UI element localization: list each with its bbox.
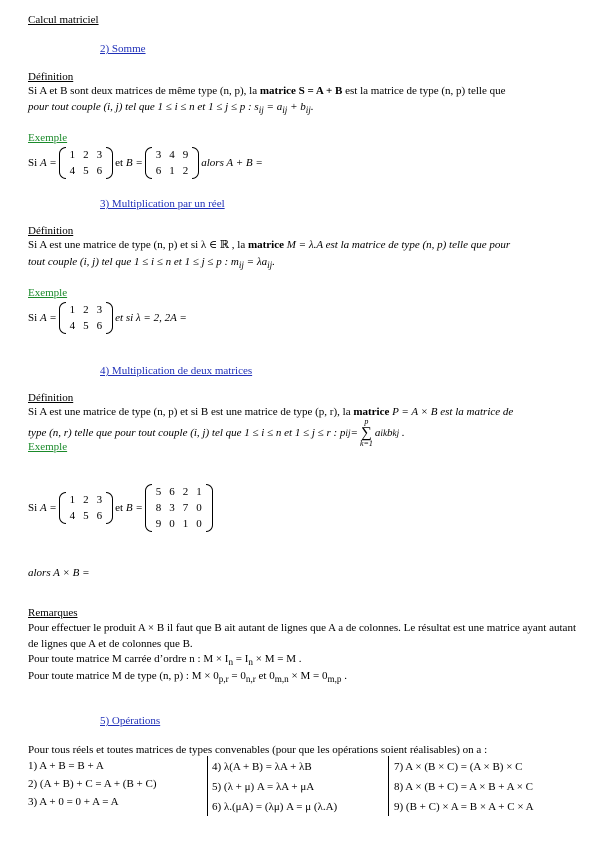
matrix-cell: 0 (196, 518, 202, 530)
definition-label: Définition (28, 392, 74, 404)
property-item: 1) A + B = B + A (28, 760, 104, 772)
example-label: Exemple (28, 441, 68, 453)
remarque-text: Pour effectuer le produit A × B il faut que B ait autant de lignes que A a de colonnes. Le résultat est une matrice ayant autant de lignes que A et de colonnes que B. (28, 622, 576, 650)
matrix-cell: 7 (182, 502, 189, 514)
matrix-cell: 9 (155, 518, 162, 530)
matrix-cell: 4 (69, 165, 76, 177)
matrix-cell: 6 (96, 320, 103, 332)
matrix-cell: 2 (182, 165, 189, 177)
matrix-a (59, 492, 114, 524)
example-multiplication-reel (28, 300, 187, 336)
definition-text: Si A est une matrice de type (n, p) et si λ ∈ ℝ , la matrice M = λ.A est la matrice de type (n, p) telle que pour (28, 239, 511, 251)
remarque-text: Pour toute matrice M carrée d’ordre n : $M \times I_n = I_n \times M = M$ . (28, 653, 302, 668)
matrix-a (59, 147, 114, 179)
definition-text: Si A est une matrice de type (n, p) et si B est une matrice de type (p, r), la matrice P = A × B est la matrice de (28, 406, 514, 418)
definition-text: tout couple (i, j) tel que 1 ≤ i ≤ n et 1 ≤ j ≤ p : $m_{ij} = \lambda a_{ij}$. (28, 256, 275, 271)
matrix-cell: 1 (69, 494, 76, 506)
matrix-cell: 2 (83, 494, 89, 506)
example-text: A = (39, 502, 57, 514)
matrix-cell: 8 (155, 502, 162, 514)
example-text: et (115, 502, 124, 514)
section-heading-operations[interactable]: 5) Opérations (100, 715, 161, 727)
property-item: 4) λ(A + B) = λA + λB (212, 761, 312, 773)
matrix-cell: 6 (96, 165, 103, 177)
matrix-cell: 2 (182, 486, 189, 498)
example-text: A = (39, 312, 57, 324)
matrix-cell: 4 (69, 320, 76, 332)
matrix-cell: 4 (169, 149, 175, 161)
matrix-cell: 3 (96, 494, 103, 506)
matrix-cell: 1 (196, 486, 202, 498)
matrix-cell: 1 (169, 165, 175, 177)
sum-symbol: p ∑ k=1 (359, 417, 373, 448)
page-title: Calcul matriciel (28, 14, 99, 26)
definition-text: pour tout couple (i, j) tel que 1 ≤ i ≤ n et 1 ≤ j ≤ p : $s_{ij} = a_{ij} + b_{ij}$. (28, 101, 314, 116)
matrix-cell: 3 (96, 149, 103, 161)
example-produit (28, 480, 215, 536)
matrix-cell: 5 (83, 165, 89, 177)
matrix-cell: 5 (155, 486, 162, 498)
example-label: Exemple (28, 287, 68, 299)
example-text: A = (39, 157, 57, 169)
property-item: 2) (A + B) + C = A + (B + C) (28, 778, 157, 790)
remarque-text: Pour toute matrice M de type (n, p) : $M \times 0_{p,r} = 0_{n,r}$ et $0_{m,n} \times M = 0_{m,p}$ . (28, 670, 347, 685)
operations-col-1 (28, 757, 157, 811)
matrix-cell: 1 (69, 149, 76, 161)
section-heading-multiplication-reel[interactable]: 3) Multiplication par un réel (100, 198, 225, 210)
matrix-cell: 9 (182, 149, 189, 161)
definition-label: Définition (28, 225, 74, 237)
property-item: 6) λ.(μA) = (λμ) A = μ (λ.A) (212, 801, 338, 813)
definition-label: Définition (28, 71, 74, 83)
matrix-cell: 3 (169, 502, 175, 514)
property-item: 7) A × (B × C) = (A × B) × C (394, 761, 523, 773)
example-text: et (115, 157, 124, 169)
column-divider (388, 756, 389, 816)
matrix-cell: 1 (182, 518, 189, 530)
matrix-cell: 0 (169, 518, 175, 530)
matrix-cell: 3 (155, 149, 162, 161)
matrix-cell: 6 (96, 510, 103, 522)
section-heading-somme[interactable]: 2) Somme (100, 43, 146, 55)
example-text: B = (125, 502, 143, 514)
example-text: Si (28, 312, 38, 324)
operations-col-2 (212, 757, 337, 817)
example-text: Si (28, 157, 38, 169)
matrix-cell: 2 (83, 149, 89, 161)
example-somme (28, 145, 263, 181)
property-item: 8) A × (B + C) = A × B + A × C (394, 781, 533, 793)
matrix-cell: 5 (83, 510, 89, 522)
matrix-cell: 4 (69, 510, 76, 522)
matrix-cell: 3 (96, 304, 103, 316)
matrix-cell: 5 (83, 320, 89, 332)
definition-text: Si A et B sont deux matrices de même type (n, p), la matrice S = A + B est la matrice de type (n, p) telle que (28, 85, 506, 97)
matrix-cell: 1 (69, 304, 76, 316)
section-heading-multiplication-matrices[interactable]: 4) Multiplication de deux matrices (100, 365, 253, 377)
operations-intro: Pour tous réels et toutes matrices de types convenables (pour que les opérations soient réalisables) on a : (28, 744, 488, 756)
matrix-cell: 6 (169, 486, 175, 498)
property-item: 9) (B + C) × A = B × A + C × A (394, 801, 534, 813)
example-text: Si (28, 502, 38, 514)
example-text: alors A + B = (201, 157, 263, 169)
property-item: 3) A + 0 = 0 + A = A (28, 796, 119, 808)
remarques-label: Remarques (28, 607, 78, 619)
matrix-a (59, 302, 114, 334)
example-text: et si λ = 2, 2A = (115, 312, 187, 324)
example-label: Exemple (28, 132, 68, 144)
column-divider (207, 756, 208, 816)
example-text: B = (125, 157, 143, 169)
definition-text: type (n, r) telle que pour tout couple (i, j) tel que 1 ≤ i ≤ n et 1 ≤ j ≤ r : p ij = p ∑ k=1 a ik b kj . (28, 417, 405, 448)
example-text: alors A × B = (28, 567, 90, 579)
operations-col-3 (394, 757, 534, 817)
matrix-b (145, 484, 213, 532)
matrix-cell: 0 (196, 502, 202, 514)
property-item: 5) (λ + μ) A = λA + μA (212, 781, 315, 793)
matrix-b (145, 147, 200, 179)
matrix-cell: 2 (83, 304, 89, 316)
matrix-cell: 6 (155, 165, 162, 177)
